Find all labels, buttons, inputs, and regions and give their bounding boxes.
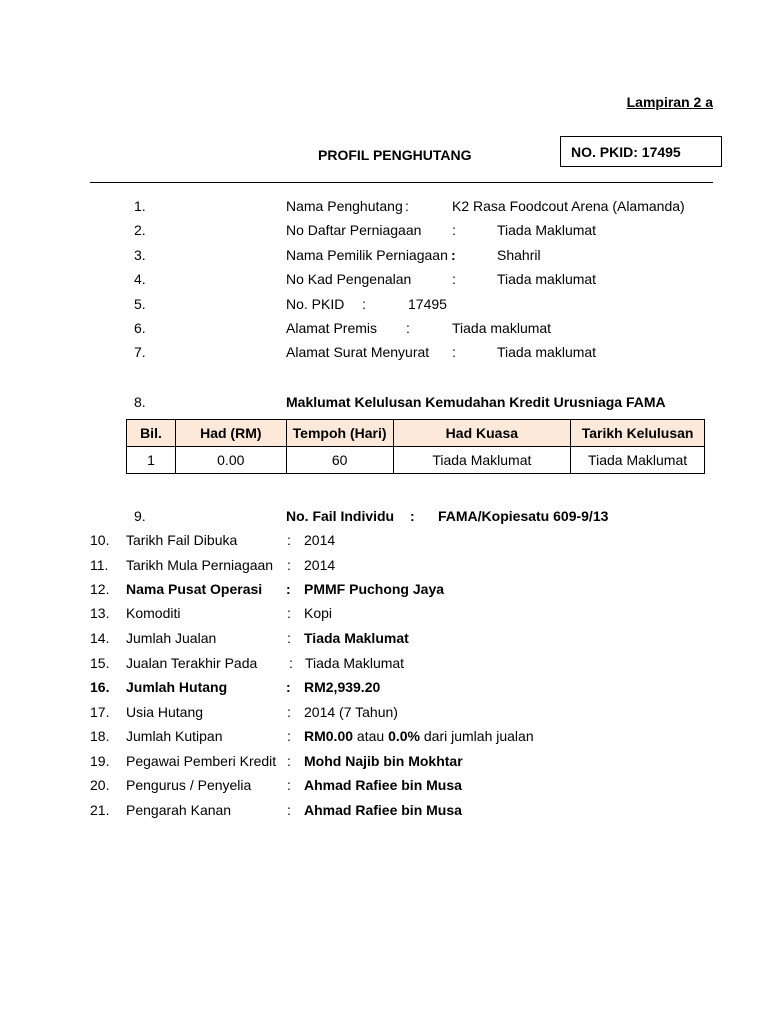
item-number: 11. <box>90 557 109 573</box>
item-separator: : <box>452 222 456 238</box>
item-number: 10. <box>90 532 110 548</box>
item-separator: : <box>287 605 291 621</box>
list-item <box>0 581 768 601</box>
item-separator: : <box>287 630 291 646</box>
item-separator: : <box>287 532 291 548</box>
table-cell: 1 <box>127 447 176 474</box>
item-number: 21. <box>90 802 110 818</box>
item-value: PMMF Puchong Jaya <box>304 581 445 597</box>
item-value: 2014 <box>304 532 336 548</box>
section-heading-row <box>0 394 768 414</box>
item-number: 6. <box>134 320 146 336</box>
item-number: 12. <box>90 581 110 597</box>
header-divider <box>90 182 713 183</box>
column-header: Tempoh (Hari) <box>286 420 393 447</box>
item-number: 13. <box>90 605 110 621</box>
item-number: 7. <box>134 344 146 360</box>
item-separator: : <box>286 679 291 695</box>
item-value: Ahmad Rafiee bin Musa <box>304 802 462 818</box>
item-separator: : <box>287 557 291 573</box>
item-label: No Daftar Perniagaan <box>286 222 422 238</box>
item-label: Alamat Surat Menyurat <box>286 344 430 360</box>
table-cell: Tiada Maklumat <box>571 447 705 474</box>
item-number: 14. <box>90 630 110 646</box>
item-value: Tiada Maklumat <box>304 630 409 646</box>
list-item <box>0 728 768 748</box>
item-separator: : <box>287 753 291 769</box>
table-header-row <box>127 420 705 447</box>
item-label: Usia Hutang <box>126 704 204 720</box>
item-separator: : <box>289 655 293 671</box>
item-number: 4. <box>134 271 146 287</box>
item-number: 2. <box>134 222 146 238</box>
list-item <box>0 753 768 773</box>
list-item <box>0 655 768 675</box>
item-value: Mohd Najib bin Mokhtar <box>304 753 463 769</box>
table-cell: Tiada Maklumat <box>393 447 571 474</box>
item-separator: : <box>405 198 409 214</box>
list-item <box>0 630 768 650</box>
item-number: 19. <box>90 753 110 769</box>
item-separator: : <box>452 271 456 287</box>
credit-approval-heading: Maklumat Kelulusan Kemudahan Kredit Urusniaga FAMA <box>286 394 666 410</box>
list-item <box>0 704 768 724</box>
item-separator: : <box>287 777 291 793</box>
item-value: Kopi <box>304 605 333 621</box>
item-value: Tiada Maklumat <box>497 222 597 238</box>
value-suffix: dari jumlah jualan <box>419 728 534 744</box>
item-separator: : <box>406 320 410 336</box>
item-label: Nama Pusat Operasi <box>126 581 263 597</box>
item-label: Jualan Terakhir Pada <box>126 655 258 671</box>
item-value: Tiada Maklumat <box>305 655 405 671</box>
list-item <box>0 532 768 552</box>
item-label: Tarikh Fail Dibuka <box>126 532 238 548</box>
collection-percent: 0.0% <box>388 728 420 744</box>
table-row <box>127 447 705 474</box>
item-separator: : <box>287 802 291 818</box>
item-value: RM2,939.20 <box>304 679 381 695</box>
list-item <box>0 222 768 242</box>
item-number: 1. <box>134 198 146 214</box>
item-label: Nama Pemilik Perniagaan <box>286 247 448 263</box>
list-item <box>0 777 768 797</box>
appendix-label: Lampiran 2 a <box>626 94 713 110</box>
item-separator: : <box>287 704 291 720</box>
page-title: PROFIL PENGHUTANG <box>318 147 472 163</box>
item-separator: : <box>452 344 456 360</box>
item-label: Pegawai Pemberi Kredit <box>126 753 277 769</box>
item-value: 17495 <box>408 296 447 312</box>
item-number: 20. <box>90 777 110 793</box>
item-value: Shahril <box>497 247 541 263</box>
item-value: Tiada maklumat <box>452 320 552 336</box>
list-item <box>0 605 768 625</box>
list-item <box>0 679 768 699</box>
item-label: Jumlah Kutipan <box>126 728 223 744</box>
item-number: 18. <box>90 728 110 744</box>
item-value: 2014 (7 Tahun) <box>304 704 398 720</box>
item-label: Pengarah Kanan <box>126 802 232 818</box>
column-header: Had (RM) <box>175 420 286 447</box>
item-value: Tiada maklumat <box>497 344 597 360</box>
item-label: Alamat Premis <box>286 320 378 336</box>
item-number: 17. <box>90 704 110 720</box>
item-number: 15. <box>90 655 110 671</box>
list-item <box>0 557 768 577</box>
item-number: 16. <box>90 679 110 695</box>
item-separator: : <box>286 581 291 597</box>
list-item <box>0 320 768 340</box>
column-header: Tarikh Kelulusan <box>571 420 705 447</box>
list-item <box>0 198 768 218</box>
list-item <box>0 296 768 316</box>
pkid-box-text: NO. PKID: 17495 <box>571 144 681 160</box>
table-cell: 0.00 <box>175 447 286 474</box>
item-number: 3. <box>134 247 146 263</box>
list-item <box>0 247 768 267</box>
list-item <box>0 508 768 528</box>
collection-amount: RM0.00 <box>304 728 354 744</box>
credit-approval-table <box>126 419 705 474</box>
item-number: 9. <box>134 508 146 524</box>
item-value: FAMA/Kopiesatu 609-9/13 <box>438 508 609 524</box>
column-header: Bil. <box>127 420 176 447</box>
item-value: Tiada maklumat <box>497 271 597 287</box>
item-separator: : <box>451 247 456 263</box>
item-label: Jumlah Hutang <box>126 679 228 695</box>
value-connector: atau <box>353 728 389 744</box>
item-label: Jumlah Jualan <box>126 630 217 646</box>
table-cell: 60 <box>286 447 393 474</box>
list-item <box>0 271 768 291</box>
item-label: No. Fail Individu <box>286 508 395 524</box>
item-label: Nama Penghutang <box>286 198 403 214</box>
item-separator: : <box>410 508 415 524</box>
item-value <box>304 728 534 744</box>
item-separator: : <box>362 296 366 312</box>
item-label: No Kad Pengenalan <box>286 271 412 287</box>
item-number: 8. <box>134 394 146 410</box>
list-item <box>0 802 768 822</box>
list-item <box>0 344 768 364</box>
item-label: Pengurus / Penyelia <box>126 777 252 793</box>
pkid-box <box>560 136 722 167</box>
item-label: Tarikh Mula Perniagaan <box>126 557 274 573</box>
item-number: 5. <box>134 296 146 312</box>
item-value: K2 Rasa Foodcout Arena (Alamanda) <box>452 198 685 214</box>
item-value: 2014 <box>304 557 336 573</box>
item-label: Komoditi <box>126 605 181 621</box>
item-value: Ahmad Rafiee bin Musa <box>304 777 462 793</box>
item-label: No. PKID <box>286 296 345 312</box>
column-header: Had Kuasa <box>393 420 571 447</box>
item-separator: : <box>287 728 291 744</box>
